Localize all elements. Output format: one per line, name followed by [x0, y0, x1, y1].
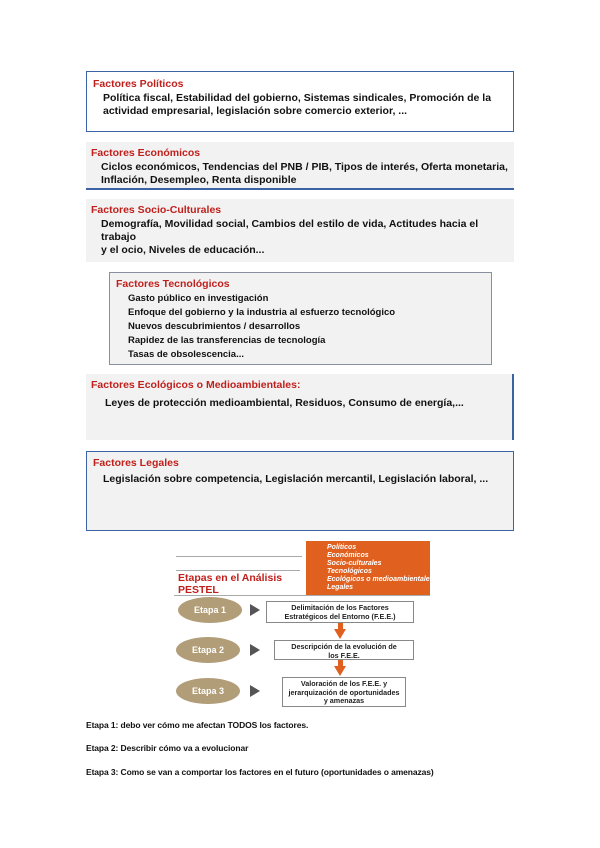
step-3-line: jerarquización de oportunidades	[288, 687, 400, 697]
diagram-title	[178, 572, 298, 596]
factores-politicos-title: Factores Políticos	[93, 78, 184, 90]
factores-economicos-text	[91, 161, 508, 187]
factor-list-box	[306, 541, 434, 595]
factor-list-item: Económicos	[327, 552, 369, 560]
factores-ecologicos-text: Leyes de protección medioambiental, Residuos, Consumo de energía,...	[105, 397, 464, 409]
list-item: Enfoque del gobierno y la industria al esfuerzo tecnológico	[128, 307, 396, 318]
step-1-line: Delimitación de los Factores	[291, 603, 389, 612]
factores-ecologicos-box	[86, 374, 514, 440]
note-etapa-3: Etapa 3: Como se van a comportar los factores en el futuro (oportunidades o amenazas)	[86, 767, 434, 777]
factor-list-item: Legales	[327, 584, 354, 592]
factores-politicos-text	[93, 92, 505, 118]
step-3-line: y amenazas	[323, 696, 365, 706]
note-etapa-1: Etapa 1: debo ver cómo me afectan TODOS los factores.	[86, 720, 309, 730]
factores-tecnologicos-box	[109, 272, 492, 365]
factores-socioculturales-line: y el ocio, Niveles de educación...	[101, 244, 265, 256]
factores-economicos-line: Inflación, Desempleo, Renta disponible	[101, 174, 297, 186]
factores-tecnologicos-title: Factores Tecnológicos	[116, 278, 230, 290]
list-item: Gasto público en investigación	[128, 293, 269, 304]
list-item: Rapidez de las transferencias de tecnología	[128, 335, 326, 346]
factores-legales-title: Factores Legales	[93, 457, 179, 469]
step-1-box	[266, 601, 414, 623]
step-2-line: Descripción de la evolución de	[291, 642, 397, 651]
arrow-down-icon	[334, 666, 346, 676]
divider	[176, 556, 302, 557]
factores-tecnologicos-list	[116, 292, 483, 362]
factores-socioculturales-title: Factores Socio-Culturales	[91, 204, 222, 216]
step-1-line: Estratégicos del Entorno (F.E.E.)	[284, 611, 396, 621]
diagram-title-line: PESTEL	[178, 584, 219, 596]
step-3-box	[282, 677, 406, 707]
factores-politicos-box	[86, 71, 514, 132]
step-2-box	[274, 640, 414, 660]
factores-politicos-line: Política fiscal, Estabilidad del gobierno, Sistemas sindicales, Promoción de la	[103, 92, 492, 104]
factores-economicos-title: Factores Económicos	[91, 147, 201, 159]
note-etapa-2: Etapa 2: Describir cómo va a evolucionar	[86, 743, 249, 753]
arrow-right-icon	[250, 644, 260, 656]
stage-3-ellipse: Etapa 3	[176, 678, 240, 704]
factores-politicos-line: actividad empresarial, legislación sobre comercio exterior, ...	[103, 105, 408, 117]
factores-economicos-box	[86, 142, 514, 190]
factores-legales-text: Legislación sobre competencia, Legislación mercantil, Legislación laboral, ...	[103, 473, 489, 485]
diagram-title-line: Etapas en el Análisis	[178, 572, 283, 584]
list-item: Nuevos descubrimientos / desarrollos	[128, 321, 301, 332]
arrow-down-icon	[334, 629, 346, 639]
stage-1-ellipse: Etapa 1	[178, 597, 242, 623]
arrow-right-icon	[250, 604, 260, 616]
factor-list-item: Ecológicos o medioambientales	[327, 576, 434, 584]
step-2-line: los F.E.E.	[328, 650, 360, 660]
divider	[176, 570, 300, 571]
factor-list-item: Tecnológicos	[327, 568, 372, 576]
list-item: Tasas de obsolescencia...	[128, 349, 244, 360]
factores-ecologicos-title: Factores Ecológicos o Medioambientales:	[91, 379, 301, 391]
stage-2-ellipse: Etapa 2	[176, 637, 240, 663]
factor-list-item: Socio-culturales	[327, 560, 382, 568]
factor-list-item: Políticos	[327, 544, 357, 551]
factores-socioculturales-text	[91, 218, 508, 257]
factores-economicos-line: Ciclos económicos, Tendencias del PNB / PIB, Tipos de interés, Oferta monetaria,	[101, 161, 508, 173]
factores-legales-box	[86, 451, 514, 531]
factores-socioculturales-box	[86, 199, 514, 262]
arrow-right-icon	[250, 685, 260, 697]
step-3-line: Valoración de los F.E.E. y	[300, 679, 388, 688]
factores-socioculturales-line: Demografía, Movilidad social, Cambios del estilo de vida, Actitudes hacia el trabajo	[101, 218, 479, 243]
